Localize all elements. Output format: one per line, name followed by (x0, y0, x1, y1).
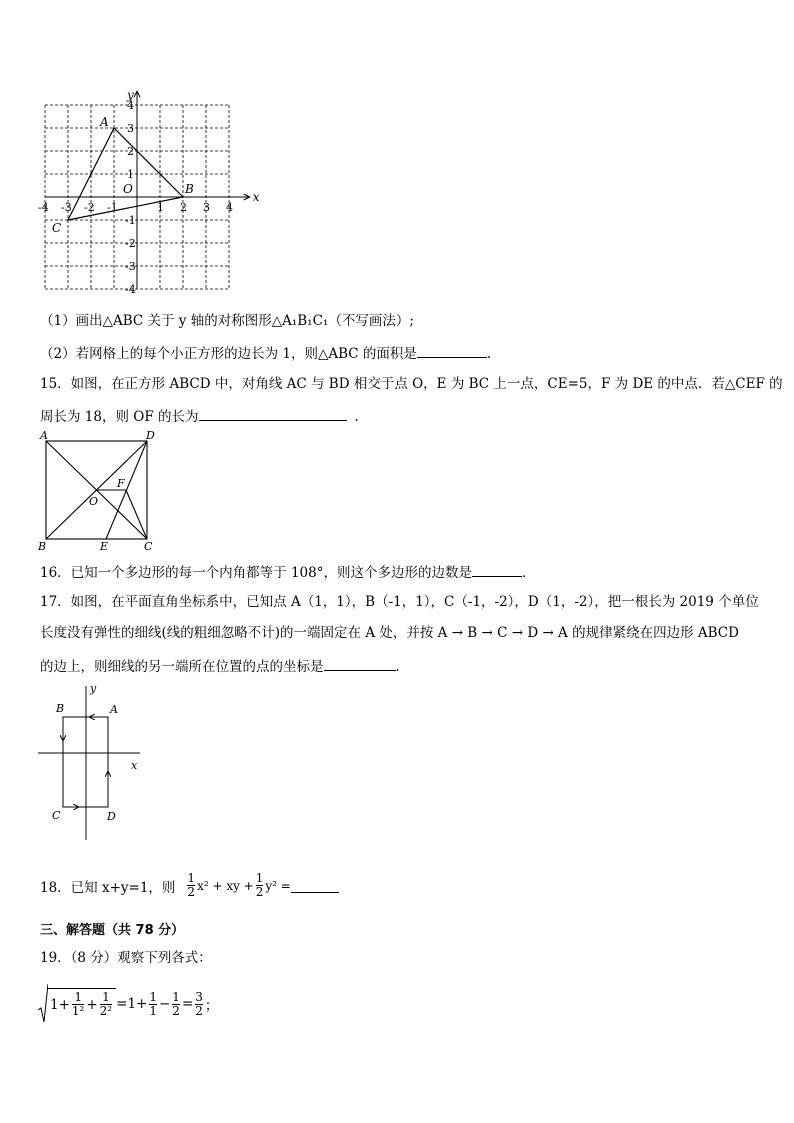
x-tick-label: 4 (226, 201, 233, 214)
q18-term1: x² + xy + (197, 878, 254, 893)
q19-minus: − (158, 996, 171, 1012)
y-tick-label: 3 (127, 122, 134, 135)
q19-plus-c: + (136, 996, 148, 1012)
q19-result-den: 2 (195, 1003, 203, 1018)
q19-formula (38, 982, 218, 1026)
q18-frac1-den: 2 (187, 885, 196, 899)
x-axis-label: x (252, 190, 260, 204)
y-axis-label: y (127, 88, 134, 103)
label-e: E (100, 540, 109, 553)
fig17-label-c: C (52, 809, 61, 822)
q16-line (40, 562, 536, 582)
q19-frac-b-den: 2² (99, 1004, 113, 1018)
q19-eq-a: = (116, 996, 128, 1012)
point-label-b: B (185, 182, 194, 196)
q17-line3-text: 的边上，则细线的另一端所在位置的点的坐标是 (40, 659, 324, 675)
q19-frac-result (195, 991, 203, 1018)
q19-tail: ； (204, 998, 219, 1014)
q18-frac2-num: 1 (255, 871, 264, 885)
q16-end: ． (522, 565, 536, 581)
point-label-c: C (52, 221, 62, 235)
q19-one-b: 1 (127, 996, 137, 1012)
x-tick-label: 3 (203, 201, 210, 214)
q14-part2-end: . (486, 346, 492, 362)
q15-line2 (40, 406, 368, 426)
q16-text: 16．已知一个多边形的每一个内角都等于 108°，则这个多边形的边数是 (40, 565, 472, 581)
q17-line3 (40, 656, 409, 676)
q19-one-a: 1 (50, 996, 59, 1013)
q19-frac-d (172, 991, 180, 1018)
q19-frac-b-num: 1 (102, 990, 110, 1004)
q19-plus-a: + (58, 996, 70, 1013)
y-tick-label: -2 (125, 237, 136, 250)
label-c: C (144, 540, 153, 553)
fig17-label-d: D (107, 810, 116, 823)
fig17-label-b: B (56, 702, 65, 715)
q14-part2 (40, 343, 491, 363)
q19-frac-d-num: 1 (172, 989, 180, 1004)
grid-axes (45, 91, 250, 289)
q17-line2: 长度没有弹性的细线(线的粗细忽略不计)的一端固定在 A 处，并按 A → B → C → D → A 的规律紧绕在四边形 ABCD (40, 625, 739, 641)
x-tick-label: 1 (157, 201, 164, 214)
x-tick-label: -3 (61, 201, 72, 214)
label-o: O (89, 495, 99, 508)
sqrt-icon (38, 982, 48, 1026)
x-tick-label: 2 (180, 201, 187, 214)
x-tick-label: -4 (38, 201, 49, 214)
q16-answer-blank[interactable] (472, 562, 522, 577)
label-f: F (117, 477, 125, 490)
q17-rectangle-figure (34, 678, 154, 843)
point-label-a: A (100, 115, 109, 129)
y-tick-label: 4 (127, 99, 134, 112)
q14-answer-blank[interactable] (417, 343, 487, 358)
label-b: B (38, 540, 47, 553)
q14-part2-text: （2）若网格上的每个小正方形的边长为 1，则△ABC 的面积是 (40, 346, 417, 362)
segment-fc (126, 490, 147, 539)
q18-frac1-num: 1 (187, 871, 196, 885)
x-tick-label: -2 (84, 201, 95, 214)
y-tick-label: -1 (125, 214, 136, 227)
fig17-label-a: A (110, 703, 118, 716)
q18-answer-blank[interactable] (291, 879, 339, 893)
q19-plus-b: + (86, 996, 98, 1013)
sqrt-radicand (48, 988, 116, 1018)
q19-frac-a-num: 1 (74, 990, 82, 1004)
q19-text: 19．（8 分）观察下列各式： (40, 950, 212, 966)
q19-eq-b: = (181, 996, 194, 1012)
q18-line (40, 872, 339, 899)
q18-frac2-den: 2 (255, 885, 264, 899)
origin-label: O (123, 182, 133, 196)
q18-prefix: 18．已知 x+y=1，则 (40, 879, 176, 896)
q19-result-num: 3 (195, 989, 203, 1004)
x-tick-label: -1 (107, 201, 118, 214)
q17-line1: 17．如图，在平面直角坐标系中，已知点 A（1，1），B（-1，1），C（-1，-2），D（1，-2），把一根长为 2019 个单位 (40, 594, 759, 610)
q19-frac-c (149, 991, 157, 1018)
q17-answer-blank[interactable] (324, 656, 396, 671)
y-tick-label: -3 (125, 260, 136, 273)
label-a: A (40, 429, 48, 442)
q19-frac-a-den: 1² (71, 1004, 85, 1018)
q15-answer-blank[interactable] (199, 406, 347, 421)
q15-square-figure (34, 428, 164, 553)
q19-frac-a (72, 991, 84, 1018)
section3-heading: 三、解答题（共 78 分） (40, 923, 185, 938)
q18-frac2 (256, 872, 264, 899)
y-tick-label: 2 (127, 145, 134, 158)
q19-frac-c-num: 1 (149, 989, 157, 1004)
q18-term2: y² = (265, 878, 291, 893)
fig17-y-label: y (90, 682, 97, 695)
fig17-x-label: x (131, 759, 138, 772)
q19-frac-b (100, 991, 112, 1018)
q18-frac1 (187, 872, 195, 899)
q14-grid-figure (30, 80, 270, 300)
q15-line1: 15．如图，在正方形 ABCD 中，对角线 AC 与 BD 相交于点 O，E 为 BC 上一点，CE=5，F 为 DE 的中点．若△CEF 的 (40, 376, 783, 392)
q14-part1: （1）画出△ABC 关于 y 轴的对称图形△A₁B₁C₁（不写画法）; (40, 313, 414, 329)
y-tick-label: 1 (127, 168, 134, 181)
label-d: D (146, 429, 155, 442)
q19-frac-c-den: 1 (149, 1003, 157, 1018)
y-tick-label: -4 (125, 283, 136, 296)
q19-frac-d-den: 2 (172, 1003, 180, 1018)
q17-line3-end: ． (395, 659, 409, 675)
q15-line2-text: 周长为 18，则 OF 的长为 (40, 409, 199, 425)
q15-line2-end: ． (354, 409, 368, 425)
